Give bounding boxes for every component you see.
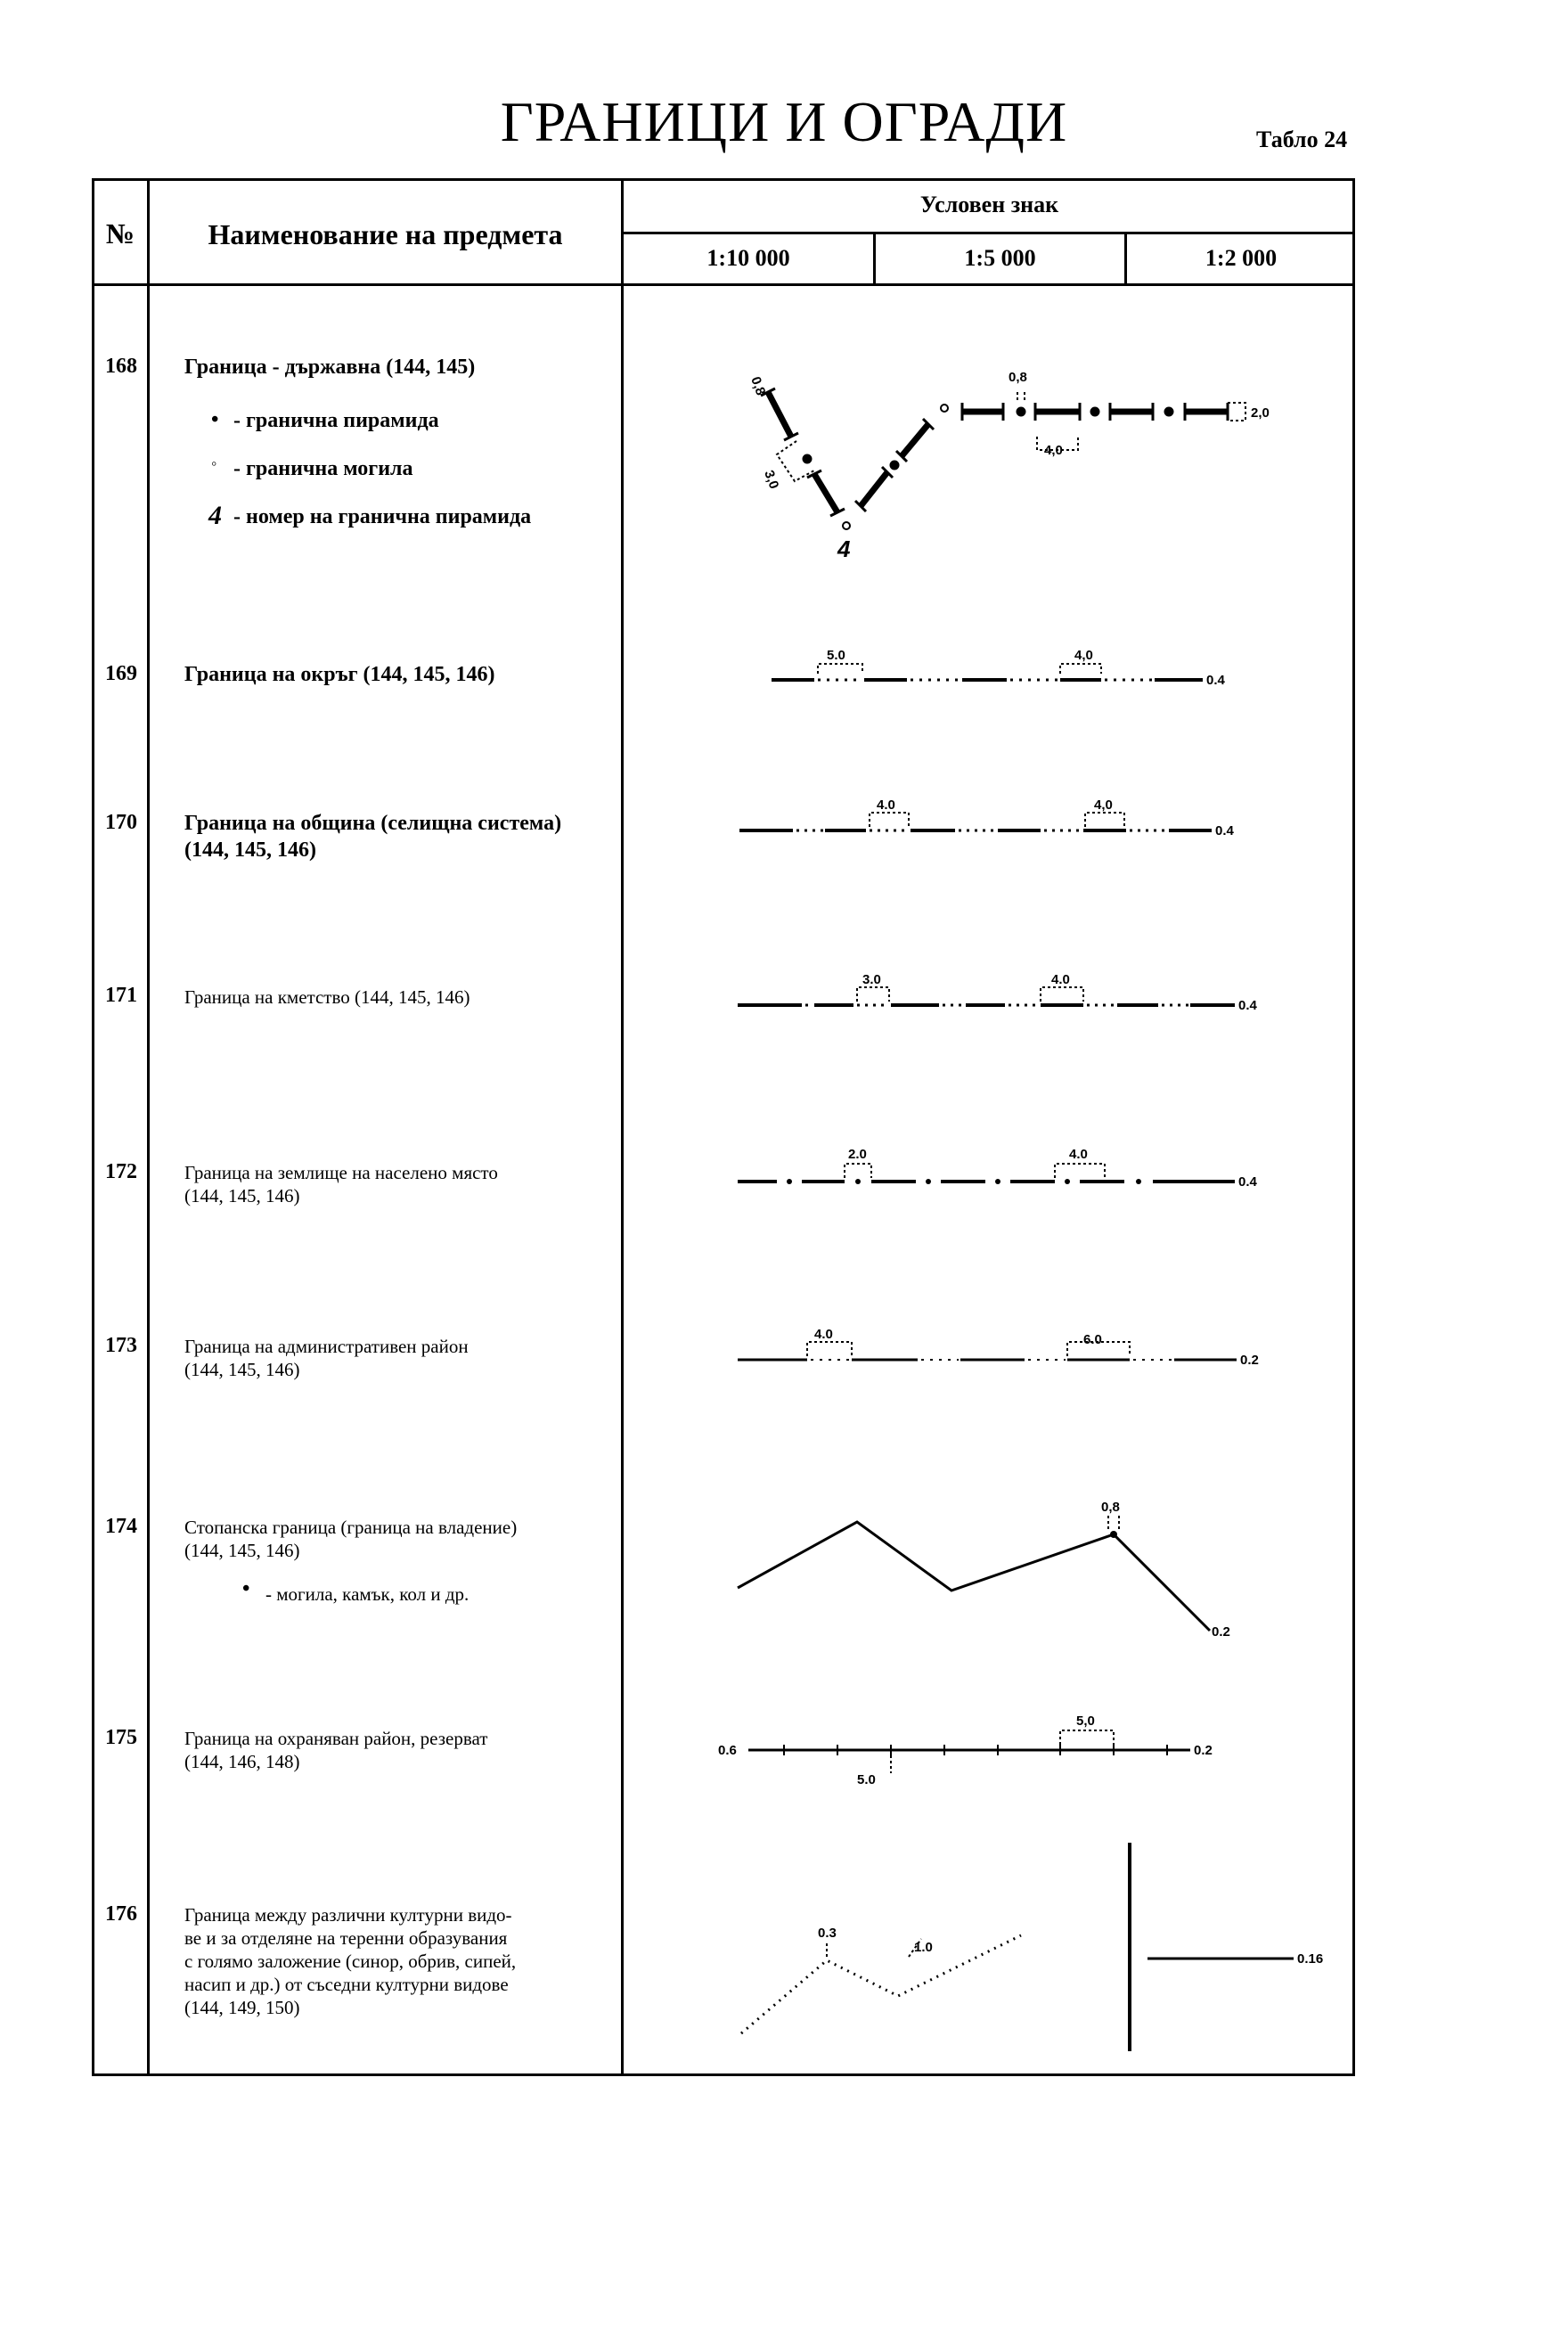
legend-text: - гранична могила — [233, 457, 413, 480]
label-2-0: 2,0 — [1251, 405, 1270, 421]
row-number: 176 — [105, 1902, 137, 1926]
label-4-0-b: 4,0 — [1094, 797, 1113, 813]
label-4-0: 4.0 — [877, 797, 895, 813]
label-4-0: 4.0 — [814, 1327, 833, 1342]
label-0-4: 0.4 — [1238, 1174, 1257, 1190]
label-0-4: 0.4 — [1215, 823, 1234, 838]
label-3-0: 3.0 — [862, 972, 881, 987]
label-5-0: 5,0 — [1076, 1713, 1095, 1729]
item-name-line1: Стопанска граница (граница на владение) — [184, 1517, 518, 1538]
ring-icon: ◦ — [211, 454, 217, 472]
item-name-line2: (144, 145, 146) — [184, 1185, 300, 1206]
label-6-0: 6.0 — [1083, 1332, 1102, 1347]
item-name-line1: Граница между различни културни видо- — [184, 1904, 512, 1926]
item-name-line5: (144, 149, 150) — [184, 1997, 300, 2018]
label-3-0: 3,0 — [761, 468, 782, 491]
header-name: Наименование на предмета — [208, 218, 563, 250]
row-number: 172 — [105, 1160, 137, 1183]
item-name-line2: (144, 145, 146) — [184, 838, 316, 862]
label-0-2: 0.2 — [1212, 1624, 1230, 1640]
label-5-0-b: 5.0 — [857, 1772, 876, 1787]
item-name-line1: Граница на землище на населено място — [184, 1162, 498, 1183]
label-2-0: 2.0 — [848, 1147, 867, 1162]
item-name: Граница на кметство (144, 145, 146) — [184, 986, 470, 1008]
symbol-176 — [741, 1843, 1323, 2051]
legend-text: - номер на гранична пирамида — [233, 505, 532, 528]
label-0-2: 0.2 — [1240, 1353, 1259, 1368]
symbol-174 — [738, 1500, 1230, 1640]
label-pyramid-number: 4 — [837, 536, 851, 562]
header-sign: Условен знак — [919, 192, 1059, 217]
row-number: 174 — [105, 1515, 137, 1538]
symbol-171 — [738, 972, 1258, 1013]
item-name-line2: (144, 145, 146) — [184, 1540, 300, 1561]
legend-text: - могила, камък, кол и др. — [265, 1583, 470, 1605]
legend-text: - гранична пирамида — [233, 409, 439, 432]
item-name-line1: Граница на община (селищна система) — [184, 812, 562, 835]
label-1-0: 1.0 — [914, 1940, 933, 1955]
item-name-line1: Граница на охраняван район, резерват — [184, 1728, 488, 1749]
symbol-169 — [772, 648, 1226, 688]
label-0-6: 0.6 — [718, 1743, 737, 1758]
item-name-line4: насип и др.) от съседни културни видове — [184, 1974, 509, 1995]
dot-icon: • — [242, 1577, 250, 1600]
label-0-8: 0,8 — [747, 374, 769, 397]
label-5-0: 5.0 — [827, 648, 845, 663]
label-4-0: 4,0 — [1074, 648, 1093, 663]
number-4-icon: 4 — [208, 501, 222, 530]
row-number: 171 — [105, 984, 137, 1007]
symbol-173 — [738, 1327, 1259, 1368]
label-0-8: 0,8 — [1101, 1500, 1120, 1515]
tablo-number: Табло 24 — [1256, 127, 1348, 152]
label-4-0: 4.0 — [1051, 972, 1070, 987]
label-4-0: 4,0 — [1044, 443, 1063, 458]
label-0-4: 0.4 — [1238, 998, 1257, 1013]
symbol-170 — [739, 797, 1235, 838]
symbol-175 — [718, 1713, 1213, 1787]
label-0-2: 0.2 — [1194, 1743, 1213, 1758]
row-number: 169 — [105, 662, 137, 685]
item-name-line2: (144, 145, 146) — [184, 1359, 300, 1380]
row-number: 170 — [105, 811, 137, 834]
label-0-16: 0.16 — [1297, 1951, 1324, 1967]
symbol-172 — [738, 1147, 1258, 1190]
header-scale-2000: 1:2 000 — [1205, 245, 1278, 271]
item-name-line2: ве и за отделяне на теренни образувания — [184, 1927, 508, 1949]
item-name-line2: (144, 146, 148) — [184, 1751, 300, 1772]
item-name-line3: с голямо заложение (синор, обрив, сипей, — [184, 1951, 517, 1972]
item-name: Граница на окръг (144, 145, 146) — [184, 663, 495, 686]
dot-icon: • — [211, 408, 219, 431]
symbol-168 — [747, 370, 1270, 562]
item-name-line1: Граница на административен район — [184, 1336, 469, 1357]
label-0-3: 0.3 — [818, 1926, 837, 1941]
item-name: Граница - държавна (144, 145) — [184, 356, 476, 379]
header-scale-10000: 1:10 000 — [706, 245, 790, 271]
label-0-4: 0.4 — [1206, 673, 1225, 688]
header-scale-5000: 1:5 000 — [964, 245, 1036, 271]
row-number: 173 — [105, 1334, 137, 1357]
label-4-0: 4.0 — [1069, 1147, 1088, 1162]
row-number: 168 — [105, 355, 137, 378]
label-0-8-b: 0,8 — [1009, 370, 1027, 385]
header-no: № — [105, 217, 135, 249]
page-title: ГРАНИЦИ И ОГРАДИ — [500, 90, 1068, 153]
row-number: 175 — [105, 1726, 137, 1749]
